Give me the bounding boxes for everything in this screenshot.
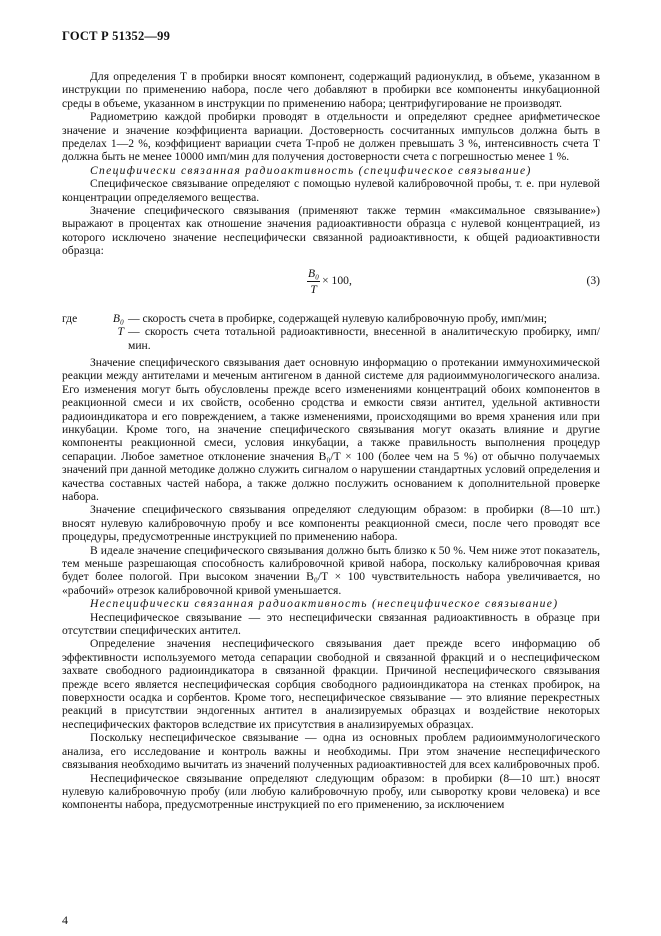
- definition-row: [62, 312, 600, 325]
- paragraph: Радиометрию каждой пробирки проводят в отдельности и определяют среднее арифметическое значение и значение коэффициента вариации. Достоверность сосчитанных импульсов должна быть в пределах 1—2 %, коэффициент вариации счета T-проб не должен превышать 3 %, интенсивность счета T должна быть не менее 10000 имп/мин для получения достоверности счета с погрешностью менее 1 %.: [62, 110, 600, 164]
- fraction: [307, 266, 352, 297]
- paragraph: Неспецифическое связывание — это неспецифически связанная радиоактивность в образце при отсутствии специфических антител.: [62, 610, 600, 638]
- paragraph: Для определения T в пробирки вносят компонент, содержащий радионуклид, в объеме, указанном в инструкции по применению набора, после чего добавляют в пробирки все компоненты инкубационной среды в объеме, указанном в инструкции по применению набора; центрифугирование не производят.: [62, 70, 600, 110]
- equation-number: (3): [586, 273, 600, 287]
- definition-text: — скорость счета в пробирке, содержащей нулевую калибровочную пробу, имп/мин;: [128, 311, 547, 325]
- formula-multiplier: × 100,: [322, 274, 352, 288]
- paragraph: Значение специфического связывания (применяют также термин «максимальное связывание») выражают в процентах как отношение значения радиоактивности образца с нулевой концентрацией, из которого исключено значение неспецифически связанной радиоактивности, к общей радиоактивности образца:: [62, 204, 600, 258]
- fraction-denominator: T: [310, 282, 317, 296]
- variable-definitions: [62, 312, 600, 352]
- paragraph: Значение специфического связывания определяют следующим образом: в пробирки (8—10 шт.) вносят нулевую калибровочную пробу и все компоненты реакционной смеси, после чего проводят все процедуры, предусмотренные инструкцией по применению набора.: [62, 503, 600, 544]
- section-heading: Неспецифически связанная радиоактивность (неспецифическое связывание): [90, 597, 559, 611]
- standard-header: ГОСТ Р 51352—99: [62, 29, 171, 43]
- paragraph: Определение значения неспецифического связывания дает прежде всего информацию об эффективности используемого метода сепарации свободной и связанной фракций и о неспецифическом захвате свободного радиоиндикатора в связанной фракции. Причиной неспецифического связывания прежде всего является неспецифическая сорбция свободного радиоиндикатора на стенках пробирок, на поверхности осадка и сорбентов. Кроме того, неспецифическое связывание — это влияние перекрестных реакций в присутствии эндогенных антител в анализируемых образцах и воздействие некоторых неспецифических факторов вследствие их присутствия в анализируемых образцах.: [62, 637, 600, 731]
- paragraph: Поскольку неспецифическое связывание — одна из основных проблем радиоиммунологического анализа, его исследование и контроль важны и необходимы. При этом значение неспецифического связывания необходимо вычитать из значений полученных радиоактивностей для всех калибровочных проб.: [62, 731, 600, 772]
- fraction-numerator: B₀: [308, 266, 320, 280]
- definition-row: [62, 325, 600, 352]
- paragraph: В идеале значение специфического связывания должно быть близко к 50 %. Чем ниже этот показатель, тем меньше разрешающая способность калибровочной кривой набора, поскольку калибровочная кривая будет более пологой. При высоком значении B₀/T × 100 чувствительность набора увеличивается, но «рабочий» отрезок калибровочной кривой уменьшается.: [62, 543, 600, 597]
- definition-symbol: T: [117, 325, 124, 339]
- page-number: 4: [62, 913, 68, 927]
- paragraph: Значение специфического связывания дает основную информацию о протекании иммунохимической реакции между антителами и меченым антигеном в данной системе для радиоиммунологического анализа. Его изменения могут быть обусловлены прежде всего изменениями концентраций обоих компонентов в реакционной смеси и их свойств, особенно сродства и емкости связи антител, удельной активности радиоиндикатора и его повреждением, а также изменениями, происходящими во время хранения или при инкубации. Кроме того, на значение специфического связывания могут оказать влияние и другие компоненты реакционной смеси, условия инкубации, а также правильность выполнения процедур сепарации. Любое заметное отклонение значения B₀/T × 100 (более чем на 5 %) от обычно получаемых значений при данной методике должно служить сигналом о нарушении стандартных условий определения и качества составных частей набора, а также должно послужить основанием к дополнительной проверке набора.: [62, 355, 600, 503]
- paragraph: Неспецифическое связывание определяют следующим образом: в пробирки (8—10 шт.) вносят нулевую калибровочную пробу (или любую калибровочную пробу, или сыворотку крови человека) и все компоненты набора, предусмотренные инструкцией по его применению, за исключением: [62, 771, 600, 812]
- where-label: где: [62, 311, 78, 325]
- formula-3: [62, 264, 600, 308]
- definition-symbol: B₀: [112, 311, 124, 325]
- definition-text: — скорость счета тотальной радиоактивности, внесенной в аналитическую пробирку, имп/мин.: [128, 325, 600, 352]
- section-heading: Специфически связанная радиоактивность (специфическое связывание): [90, 163, 532, 177]
- document-body: [62, 70, 600, 812]
- paragraph: Специфическое связывание определяют с помощью нулевой калибровочной пробы, т. е. при нулевой концентрации определяемого вещества.: [62, 177, 600, 204]
